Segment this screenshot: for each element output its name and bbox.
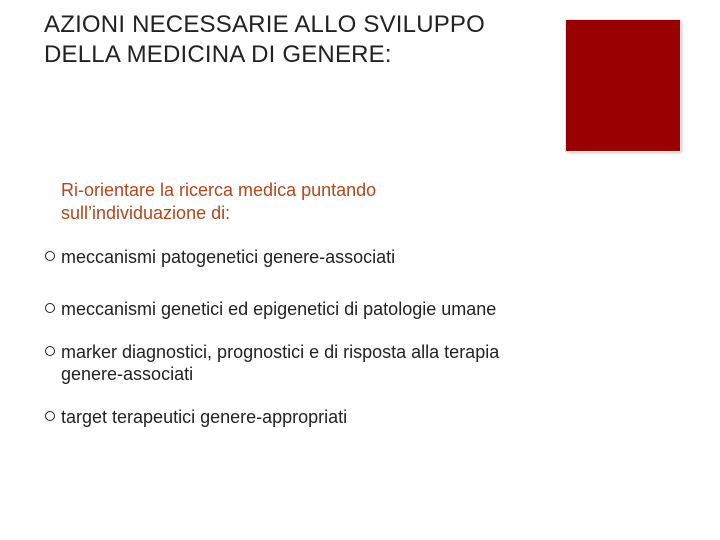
circle-bullet-icon: [45, 251, 55, 261]
bullet-text: marker diagnostici, prognostici e di risposta alla terapia genere-associati: [61, 342, 500, 384]
bullet-text: meccanismi genetici ed epigenetici di patologie umane: [61, 299, 497, 319]
decorative-red-box: [566, 20, 680, 151]
circle-bullet-icon: [45, 303, 55, 313]
list-item: [45, 246, 545, 268]
list-item: [45, 406, 545, 428]
intro-text: Ri-orientare la ricerca medica puntando sull’individuazione di:: [61, 180, 377, 223]
bullet-text: target terapeutici genere-appropriati: [61, 407, 348, 427]
bullet-text: meccanismi patogenetici genere-associati: [61, 247, 396, 267]
circle-bullet-icon: [45, 346, 55, 356]
circle-bullet-icon: [45, 411, 55, 421]
slide-title: AZIONI NECESSARIE ALLO SVILUPPO DELLA MEDICINA DI GENERE:: [44, 11, 486, 68]
list-item: [45, 341, 545, 385]
list-item: [45, 298, 545, 320]
bullet-list: [45, 246, 545, 448]
